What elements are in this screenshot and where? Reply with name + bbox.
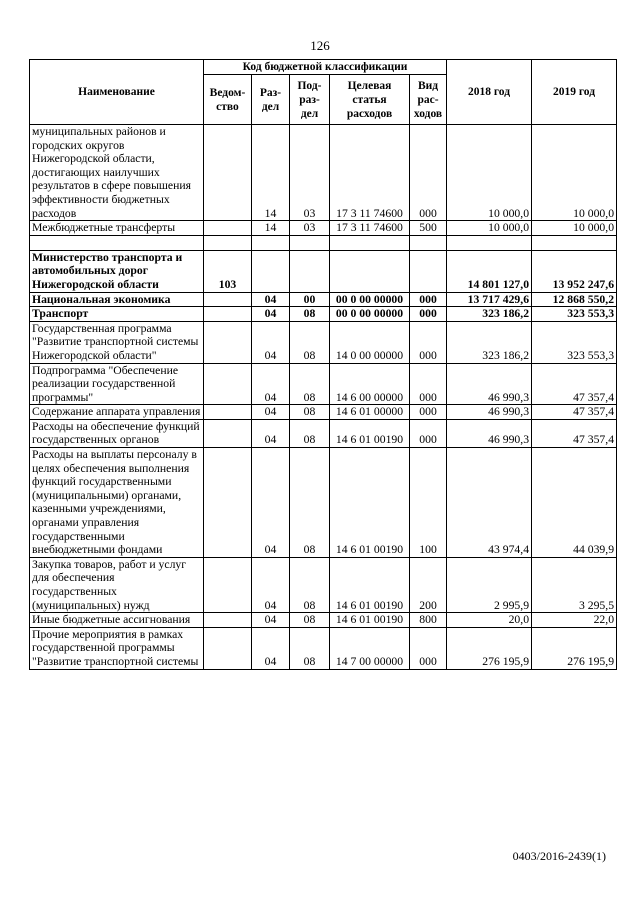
row-target-article: 14 6 00 00000 <box>330 363 410 405</box>
row-section: 04 <box>252 321 290 363</box>
row-department <box>204 627 252 669</box>
row-department <box>204 419 252 447</box>
row-section: 04 <box>252 627 290 669</box>
row-name: Национальная экономика <box>30 292 204 307</box>
row-subsection: 08 <box>290 307 330 322</box>
table-row <box>30 221 617 236</box>
row-amount-2018: 2 995,9 <box>447 557 532 612</box>
table-row <box>30 557 617 612</box>
budget-table <box>29 59 617 670</box>
row-subsection: 08 <box>290 405 330 420</box>
table-row <box>30 363 617 405</box>
table-row <box>30 321 617 363</box>
row-target-article: 00 0 00 00000 <box>330 307 410 322</box>
row-target-article: 00 0 00 00000 <box>330 292 410 307</box>
row-amount-2018: 46 990,3 <box>447 363 532 405</box>
row-section: 04 <box>252 363 290 405</box>
table-row <box>30 405 617 420</box>
header-section: Раз-дел <box>252 75 290 125</box>
row-department <box>204 363 252 405</box>
row-section: 04 <box>252 419 290 447</box>
header-department: Ведом-ство <box>204 75 252 125</box>
row-name: Иные бюджетные ассигнования <box>30 613 204 628</box>
row-subsection: 03 <box>290 125 330 221</box>
row-section: 04 <box>252 448 290 558</box>
row-subsection: 08 <box>290 627 330 669</box>
row-expense-type: 000 <box>410 363 447 405</box>
row-amount-2018: 10 000,0 <box>447 125 532 221</box>
row-expense-type <box>410 250 447 292</box>
row-amount-2019: 47 357,4 <box>532 363 617 405</box>
row-amount-2019: 44 039,9 <box>532 448 617 558</box>
row-department <box>204 557 252 612</box>
row-amount-2019: 47 357,4 <box>532 405 617 420</box>
row-section: 04 <box>252 613 290 628</box>
row-amount-2018: 43 974,4 <box>447 448 532 558</box>
row-name: Министерство транспорта и автомобильных дорог Нижегородской области <box>30 250 204 292</box>
row-amount-2018: 20,0 <box>447 613 532 628</box>
row-name: Прочие мероприятия в рамках государственной программы "Развитие транспортной системы <box>30 627 204 669</box>
row-name: муниципальных районов и городских округов Нижегородской области, достигающих наилучших результатов в сфере повышения эффективности бюджетных расходов <box>30 125 204 221</box>
document-code: 0403/2016-2439(1) <box>512 849 606 863</box>
header-target-article: Целевая статья расходов <box>330 75 410 125</box>
row-target-article: 14 7 00 00000 <box>330 627 410 669</box>
row-expense-type: 000 <box>410 405 447 420</box>
table-row <box>30 448 617 558</box>
row-subsection: 08 <box>290 419 330 447</box>
row-target-article <box>330 250 410 292</box>
row-section: 04 <box>252 292 290 307</box>
row-department <box>204 321 252 363</box>
row-amount-2019: 3 295,5 <box>532 557 617 612</box>
header-classification-group: Код бюджетной классификации <box>204 60 447 75</box>
row-expense-type: 000 <box>410 419 447 447</box>
row-subsection: 08 <box>290 363 330 405</box>
row-name: Закупка товаров, работ и услуг для обеспечения государственных (муниципальных) нужд <box>30 557 204 612</box>
header-expense-type: Вид рас-ходов <box>410 75 447 125</box>
row-name: Транспорт <box>30 307 204 322</box>
table-row <box>30 419 617 447</box>
row-name: Расходы на обеспечение функций государственных органов <box>30 419 204 447</box>
row-subsection <box>290 250 330 292</box>
row-amount-2019: 10 000,0 <box>532 125 617 221</box>
row-department <box>204 613 252 628</box>
row-department <box>204 125 252 221</box>
row-expense-type: 000 <box>410 125 447 221</box>
row-department <box>204 221 252 236</box>
row-amount-2018: 13 717 429,6 <box>447 292 532 307</box>
row-target-article: 17 3 11 74600 <box>330 221 410 236</box>
row-subsection: 08 <box>290 613 330 628</box>
row-amount-2018: 14 801 127,0 <box>447 250 532 292</box>
row-section: 14 <box>252 125 290 221</box>
header-subsection: Под-раз-дел <box>290 75 330 125</box>
table-row <box>30 307 617 322</box>
row-department <box>204 405 252 420</box>
row-target-article: 14 6 01 00190 <box>330 419 410 447</box>
row-subsection: 03 <box>290 221 330 236</box>
row-department <box>204 292 252 307</box>
header-year-2018: 2018 год <box>447 60 532 125</box>
page-number: 126 <box>310 38 330 53</box>
row-subsection: 08 <box>290 321 330 363</box>
row-amount-2018: 323 186,2 <box>447 307 532 322</box>
row-section <box>252 250 290 292</box>
row-name: Подпрограмма "Обеспечение реализации государственной программы" <box>30 363 204 405</box>
row-section: 04 <box>252 307 290 322</box>
row-section: 04 <box>252 557 290 612</box>
row-subsection: 08 <box>290 448 330 558</box>
row-expense-type: 000 <box>410 307 447 322</box>
row-department: 103 <box>204 250 252 292</box>
row-amount-2019: 13 952 247,6 <box>532 250 617 292</box>
row-section: 04 <box>252 405 290 420</box>
row-amount-2019: 47 357,4 <box>532 419 617 447</box>
row-expense-type: 800 <box>410 613 447 628</box>
row-expense-type: 000 <box>410 627 447 669</box>
header-name: Наименование <box>30 60 204 125</box>
table-row <box>30 292 617 307</box>
row-name: Государственная программа "Развитие транспортной системы Нижегородской области" <box>30 321 204 363</box>
table-row <box>30 125 617 221</box>
table-row <box>30 613 617 628</box>
row-department <box>204 307 252 322</box>
row-target-article: 14 0 00 00000 <box>330 321 410 363</box>
row-target-article: 14 6 01 00190 <box>330 448 410 558</box>
row-expense-type: 200 <box>410 557 447 612</box>
table-row <box>30 250 617 292</box>
row-amount-2018: 46 990,3 <box>447 405 532 420</box>
row-target-article: 17 3 11 74600 <box>330 125 410 221</box>
row-amount-2018: 276 195,9 <box>447 627 532 669</box>
row-section: 14 <box>252 221 290 236</box>
row-expense-type: 000 <box>410 321 447 363</box>
row-subsection: 00 <box>290 292 330 307</box>
row-amount-2019: 323 553,3 <box>532 321 617 363</box>
row-subsection: 08 <box>290 557 330 612</box>
row-target-article: 14 6 01 00190 <box>330 613 410 628</box>
row-name: Содержание аппарата управления <box>30 405 204 420</box>
row-amount-2018: 10 000,0 <box>447 221 532 236</box>
row-target-article: 14 6 01 00190 <box>330 557 410 612</box>
header-year-2019: 2019 год <box>532 60 617 125</box>
row-name: Межбюджетные трансферты <box>30 221 204 236</box>
table-spacer-row <box>30 235 617 250</box>
row-department <box>204 448 252 558</box>
row-name: Расходы на выплаты персоналу в целях обеспечения выполнения функций государственными (муниципальными) органами, казенными учреждениями, органами управления государственными внебюджетными фондами <box>30 448 204 558</box>
row-amount-2019: 10 000,0 <box>532 221 617 236</box>
row-expense-type: 100 <box>410 448 447 558</box>
row-amount-2019: 323 553,3 <box>532 307 617 322</box>
row-target-article: 14 6 01 00000 <box>330 405 410 420</box>
table-row <box>30 627 617 669</box>
row-amount-2019: 12 868 550,2 <box>532 292 617 307</box>
row-expense-type: 500 <box>410 221 447 236</box>
row-amount-2019: 276 195,9 <box>532 627 617 669</box>
row-expense-type: 000 <box>410 292 447 307</box>
row-amount-2019: 22,0 <box>532 613 617 628</box>
row-amount-2018: 323 186,2 <box>447 321 532 363</box>
row-amount-2018: 46 990,3 <box>447 419 532 447</box>
